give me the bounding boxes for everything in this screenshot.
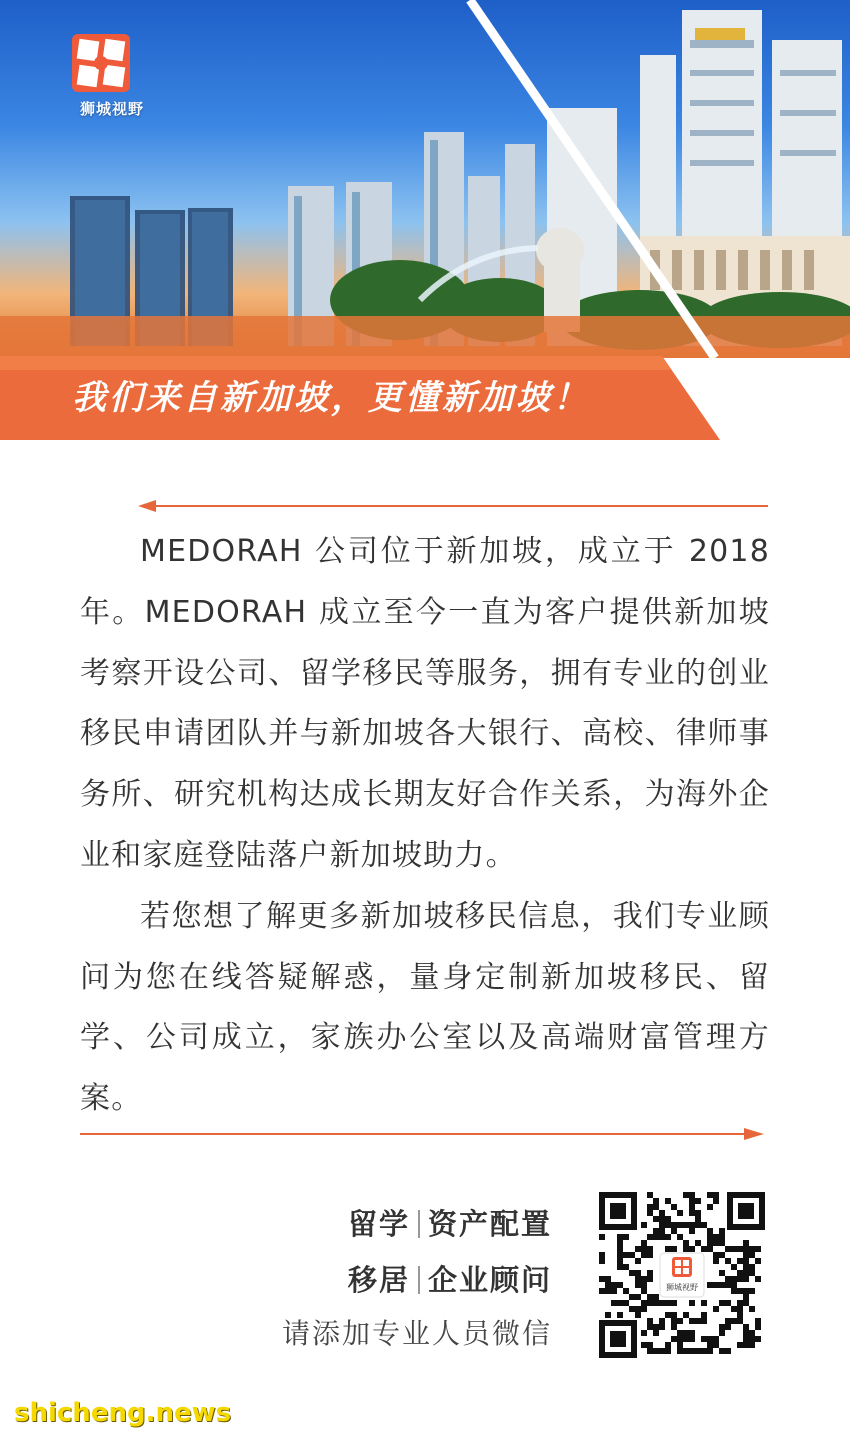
tag-relocation: 移居 xyxy=(347,1263,410,1297)
top-divider xyxy=(138,500,768,512)
brand-name: 狮城视野 xyxy=(79,100,144,118)
tag-study: 留学 xyxy=(347,1207,410,1241)
article-paragraph-2: 若您想了解更多新加坡移民信息，我们专业顾问为您在线答疑解惑，量身定制新加坡移民、留学、公司成立，家族办公室以及高端财富管理方案。 xyxy=(80,898,770,1117)
qr-brand-name: 狮城视野 xyxy=(666,1283,698,1292)
service-tags-row-1 xyxy=(252,1202,552,1243)
brand-logo-icon xyxy=(72,34,130,92)
qr-brand-logo-icon xyxy=(672,1257,692,1277)
tag-business-consulting: 企业顾问 xyxy=(427,1263,552,1297)
article-body xyxy=(80,522,770,1130)
brand-logo xyxy=(72,34,152,124)
article-paragraph-1: MEDORAH 公司位于新加坡，成立于 2018 年。MEDORAH 成立至今一直为客户提供新加坡考察开设公司、留学移民等服务，拥有专业的创业移民申请团队并与新加坡各大银行、高校、律师事务所、研究机构达成长期友好合作关系，为海外企业和家庭登陆落户新加坡助力。 xyxy=(80,534,770,873)
qr-code[interactable] xyxy=(597,1190,767,1360)
hero-banner xyxy=(0,0,850,358)
service-tags-row-2 xyxy=(252,1258,552,1299)
banner-slogan: 我们来自新加坡，更懂新加坡！ xyxy=(72,378,590,418)
tag-separator xyxy=(418,1210,420,1238)
tag-asset-allocation: 资产配置 xyxy=(427,1207,552,1241)
site-watermark: shicheng.news xyxy=(14,1398,232,1428)
wechat-note: 请添加专业人员微信 xyxy=(281,1317,552,1350)
bottom-divider xyxy=(80,1128,764,1140)
tag-separator xyxy=(418,1266,420,1294)
